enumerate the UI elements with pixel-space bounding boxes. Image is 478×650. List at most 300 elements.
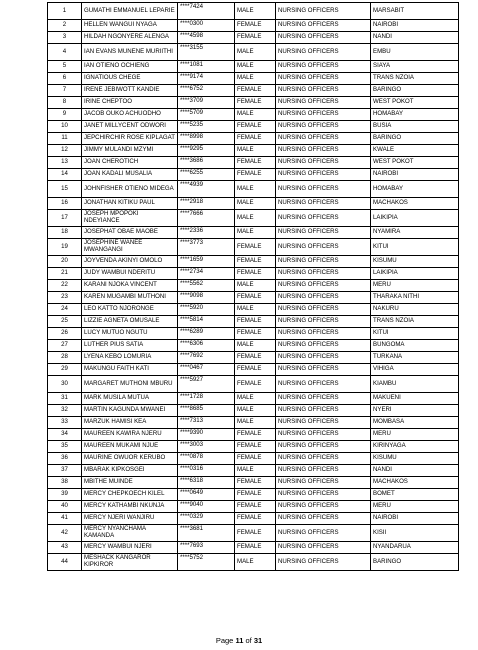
cell-county: MAKUENI bbox=[371, 393, 459, 405]
cell-name: HILDAH NGONYERE ALENGA bbox=[82, 32, 178, 44]
cell-name: JOSEPHINE WANEE MWANGANGI bbox=[82, 239, 178, 256]
cell-county: SIAYA bbox=[371, 61, 459, 73]
table-row bbox=[48, 441, 459, 453]
cell-county: NYERI bbox=[371, 405, 459, 417]
cell-county: LAIKIPIA bbox=[371, 268, 459, 280]
cell-no: 12 bbox=[48, 145, 82, 157]
cell-id: ****5709 bbox=[178, 109, 235, 121]
cell-county: KIAMBU bbox=[371, 376, 459, 393]
cell-county: HOMABAY bbox=[371, 181, 459, 198]
cell-county: TRANS NZOIA bbox=[371, 316, 459, 328]
cell-no: 30 bbox=[48, 376, 82, 393]
cell-id: ****5920 bbox=[178, 304, 235, 316]
cell-id: ****9040 bbox=[178, 501, 235, 513]
cell-id: ****1081 bbox=[178, 61, 235, 73]
table-row bbox=[48, 198, 459, 210]
cell-no: 26 bbox=[48, 328, 82, 340]
cell-name: MERCY WAMBUI NJERI bbox=[82, 542, 178, 554]
cell-cadre: NURSING OFFICERS bbox=[276, 20, 371, 32]
cell-id: ****5814 bbox=[178, 316, 235, 328]
cell-no: 17 bbox=[48, 210, 82, 227]
cell-id: ****3709 bbox=[178, 97, 235, 109]
cell-name: MARTIN KAGUNDA MWANEI bbox=[82, 405, 178, 417]
page-label: Page bbox=[215, 636, 236, 645]
cell-no: 20 bbox=[48, 256, 82, 268]
cell-cadre: NURSING OFFICERS bbox=[276, 489, 371, 501]
cell-no: 23 bbox=[48, 292, 82, 304]
cell-cadre: NURSING OFFICERS bbox=[276, 85, 371, 97]
cell-county: NAIROBI bbox=[371, 20, 459, 32]
cell-county: LAIKIPIA bbox=[371, 210, 459, 227]
cell-cadre: NURSING OFFICERS bbox=[276, 304, 371, 316]
cell-gender: FEMALE bbox=[235, 256, 276, 268]
cell-name: JONATHAN KITIKU PAUL bbox=[82, 198, 178, 210]
cell-county: MERU bbox=[371, 280, 459, 292]
table-row bbox=[48, 157, 459, 169]
cell-no: 4 bbox=[48, 44, 82, 61]
table-row bbox=[48, 554, 459, 571]
cell-name: LEO KATTO NJORONGE bbox=[82, 304, 178, 316]
table-row bbox=[48, 121, 459, 133]
table-row bbox=[48, 181, 459, 198]
table-row bbox=[48, 417, 459, 429]
cell-county: MERU bbox=[371, 501, 459, 513]
page-footer bbox=[0, 636, 478, 645]
cell-id: ****7666 bbox=[178, 210, 235, 227]
table-row bbox=[48, 256, 459, 268]
table-row bbox=[48, 32, 459, 44]
cell-id: ****0467 bbox=[178, 364, 235, 376]
cell-gender: MALE bbox=[235, 465, 276, 477]
table-row bbox=[48, 268, 459, 280]
cell-county: KISUMU bbox=[371, 256, 459, 268]
cell-no: 24 bbox=[48, 304, 82, 316]
cell-gender: FEMALE bbox=[235, 542, 276, 554]
cell-name: JACOB OUKO ACHUODHO bbox=[82, 109, 178, 121]
cell-gender: FEMALE bbox=[235, 352, 276, 364]
cell-name: IAN EVANS MUNENE MURIITHI bbox=[82, 44, 178, 61]
table-row bbox=[48, 61, 459, 73]
cell-name: GUMATHI EMMANUEL LEPARIE bbox=[82, 3, 178, 20]
cell-cadre: NURSING OFFICERS bbox=[276, 393, 371, 405]
cell-name: MERCY NYANCHAMA KAMANDA bbox=[82, 525, 178, 542]
cell-county: MACHAKOS bbox=[371, 198, 459, 210]
cell-gender: MALE bbox=[235, 3, 276, 20]
cell-cadre: NURSING OFFICERS bbox=[276, 239, 371, 256]
cell-id: ****8685 bbox=[178, 405, 235, 417]
cell-name: LUTHER PIUS SATIA bbox=[82, 340, 178, 352]
table-row bbox=[48, 364, 459, 376]
cell-id: ****3155 bbox=[178, 44, 235, 61]
cell-cadre: NURSING OFFICERS bbox=[276, 453, 371, 465]
cell-gender: FEMALE bbox=[235, 429, 276, 441]
cell-cadre: NURSING OFFICERS bbox=[276, 417, 371, 429]
table-row bbox=[48, 513, 459, 525]
cell-name: MERCY KATHAMBI NKUNJA bbox=[82, 501, 178, 513]
cell-no: 9 bbox=[48, 109, 82, 121]
cell-cadre: NURSING OFFICERS bbox=[276, 429, 371, 441]
cell-id: ****1728 bbox=[178, 393, 235, 405]
cell-county: KISUMU bbox=[371, 453, 459, 465]
cell-county: MACHAKOS bbox=[371, 477, 459, 489]
cell-gender: MALE bbox=[235, 181, 276, 198]
cell-id: ****6306 bbox=[178, 340, 235, 352]
cell-gender: MALE bbox=[235, 44, 276, 61]
cell-county: KISII bbox=[371, 525, 459, 542]
cell-no: 34 bbox=[48, 429, 82, 441]
cell-id: ****5562 bbox=[178, 280, 235, 292]
table-row bbox=[48, 429, 459, 441]
table-row bbox=[48, 227, 459, 239]
cell-county: KITUI bbox=[371, 239, 459, 256]
cell-cadre: NURSING OFFICERS bbox=[276, 441, 371, 453]
cell-id: ****4598 bbox=[178, 32, 235, 44]
cell-cadre: NURSING OFFICERS bbox=[276, 292, 371, 304]
cell-cadre: NURSING OFFICERS bbox=[276, 3, 371, 20]
cell-county: BUSIA bbox=[371, 121, 459, 133]
cell-gender: MALE bbox=[235, 61, 276, 73]
cell-name: JOAN KADALI MUSALIA bbox=[82, 169, 178, 181]
cell-no: 16 bbox=[48, 198, 82, 210]
cell-gender: MALE bbox=[235, 145, 276, 157]
cell-county: NAIROBI bbox=[371, 169, 459, 181]
cell-county: NAIROBI bbox=[371, 513, 459, 525]
table-row bbox=[48, 20, 459, 32]
cell-county: VIHIGA bbox=[371, 364, 459, 376]
cell-no: 43 bbox=[48, 542, 82, 554]
cell-no: 2 bbox=[48, 20, 82, 32]
cell-name: MESHACK KANGAROR KIPKIROR bbox=[82, 554, 178, 571]
cell-gender: FEMALE bbox=[235, 85, 276, 97]
cell-id: ****3686 bbox=[178, 157, 235, 169]
cell-cadre: NURSING OFFICERS bbox=[276, 73, 371, 85]
cell-gender: MALE bbox=[235, 73, 276, 85]
cell-no: 19 bbox=[48, 239, 82, 256]
cell-county: BUNGOMA bbox=[371, 340, 459, 352]
cell-id: ****9390 bbox=[178, 429, 235, 441]
cell-cadre: NURSING OFFICERS bbox=[276, 554, 371, 571]
cell-no: 14 bbox=[48, 169, 82, 181]
cell-name: IAN OTIENO OCHIENG bbox=[82, 61, 178, 73]
cell-gender: MALE bbox=[235, 417, 276, 429]
cell-county: MARSABIT bbox=[371, 3, 459, 20]
cell-no: 40 bbox=[48, 501, 82, 513]
cell-name: MARGARET MUTHONI MBURU bbox=[82, 376, 178, 393]
table-row bbox=[48, 340, 459, 352]
cell-gender: MALE bbox=[235, 393, 276, 405]
cell-id: ****6255 bbox=[178, 169, 235, 181]
cell-name: JOAN CHEROTICH bbox=[82, 157, 178, 169]
table-row bbox=[48, 280, 459, 292]
cell-gender: MALE bbox=[235, 109, 276, 121]
table-row bbox=[48, 73, 459, 85]
page-total: 31 bbox=[253, 636, 263, 645]
cell-cadre: NURSING OFFICERS bbox=[276, 501, 371, 513]
cell-id: ****5235 bbox=[178, 121, 235, 133]
table-row bbox=[48, 316, 459, 328]
table-row bbox=[48, 85, 459, 97]
cell-gender: FEMALE bbox=[235, 364, 276, 376]
cell-cadre: NURSING OFFICERS bbox=[276, 121, 371, 133]
cell-no: 22 bbox=[48, 280, 82, 292]
cell-cadre: NURSING OFFICERS bbox=[276, 109, 371, 121]
cell-no: 33 bbox=[48, 417, 82, 429]
cell-gender: MALE bbox=[235, 554, 276, 571]
cell-id: ****0649 bbox=[178, 489, 235, 501]
table-row bbox=[48, 292, 459, 304]
cell-id: ****5752 bbox=[178, 554, 235, 571]
cell-cadre: NURSING OFFICERS bbox=[276, 465, 371, 477]
cell-gender: FEMALE bbox=[235, 477, 276, 489]
cell-id: ****0329 bbox=[178, 513, 235, 525]
cell-gender: MALE bbox=[235, 198, 276, 210]
cell-cadre: NURSING OFFICERS bbox=[276, 133, 371, 145]
page-current: 11 bbox=[235, 636, 244, 645]
cell-no: 8 bbox=[48, 97, 82, 109]
cell-cadre: NURSING OFFICERS bbox=[276, 405, 371, 417]
cell-county: NYAMIRA bbox=[371, 227, 459, 239]
cell-gender: FEMALE bbox=[235, 501, 276, 513]
cell-cadre: NURSING OFFICERS bbox=[276, 513, 371, 525]
cell-name: JOSEPHAT OBAE MAOBE bbox=[82, 227, 178, 239]
cell-no: 41 bbox=[48, 513, 82, 525]
cell-cadre: NURSING OFFICERS bbox=[276, 542, 371, 554]
cell-no: 7 bbox=[48, 85, 82, 97]
table-row bbox=[48, 328, 459, 340]
cell-no: 31 bbox=[48, 393, 82, 405]
cell-no: 1 bbox=[48, 3, 82, 20]
cell-county: THARAKA NITHI bbox=[371, 292, 459, 304]
cell-gender: FEMALE bbox=[235, 525, 276, 542]
cell-name: MERCY NJERI WANJIRU bbox=[82, 513, 178, 525]
cell-id: ****0316 bbox=[178, 465, 235, 477]
table-row bbox=[48, 376, 459, 393]
cell-no: 29 bbox=[48, 364, 82, 376]
cell-gender: MALE bbox=[235, 304, 276, 316]
cell-name: MBITHE MUINDE bbox=[82, 477, 178, 489]
cell-id: ****7692 bbox=[178, 352, 235, 364]
cell-no: 27 bbox=[48, 340, 82, 352]
cell-id: ****9174 bbox=[178, 73, 235, 85]
cell-cadre: NURSING OFFICERS bbox=[276, 169, 371, 181]
table-row bbox=[48, 542, 459, 554]
cell-gender: FEMALE bbox=[235, 268, 276, 280]
cell-gender: FEMALE bbox=[235, 376, 276, 393]
cell-name: LIZZIE AGNETA OMUSALE bbox=[82, 316, 178, 328]
page-of: of bbox=[243, 636, 254, 645]
cell-cadre: NURSING OFFICERS bbox=[276, 145, 371, 157]
cell-name: JOYVENDA AKINYI OMOLO bbox=[82, 256, 178, 268]
cell-gender: FEMALE bbox=[235, 121, 276, 133]
cell-id: ****3773 bbox=[178, 239, 235, 256]
cell-no: 39 bbox=[48, 489, 82, 501]
cell-no: 44 bbox=[48, 554, 82, 571]
cell-cadre: NURSING OFFICERS bbox=[276, 268, 371, 280]
cell-no: 42 bbox=[48, 525, 82, 542]
cell-name: JIMMY MULANDI MZYMI bbox=[82, 145, 178, 157]
cell-name: MARK MUSILA MUTUA bbox=[82, 393, 178, 405]
cell-cadre: NURSING OFFICERS bbox=[276, 97, 371, 109]
cell-name: JUDY WAMBUI NDERITU bbox=[82, 268, 178, 280]
cell-county: NAKURU bbox=[371, 304, 459, 316]
table-row bbox=[48, 133, 459, 145]
cell-gender: MALE bbox=[235, 340, 276, 352]
table-row bbox=[48, 210, 459, 227]
table-row bbox=[48, 393, 459, 405]
cell-id: ****1659 bbox=[178, 256, 235, 268]
cell-gender: FEMALE bbox=[235, 316, 276, 328]
cell-cadre: NURSING OFFICERS bbox=[276, 227, 371, 239]
cell-cadre: NURSING OFFICERS bbox=[276, 477, 371, 489]
cell-gender: FEMALE bbox=[235, 97, 276, 109]
cell-name: MBARAK KIPKOSGEI bbox=[82, 465, 178, 477]
cell-cadre: NURSING OFFICERS bbox=[276, 32, 371, 44]
cell-name: KAREN MUGAMBI MUTHONI bbox=[82, 292, 178, 304]
cell-county: NANDI bbox=[371, 32, 459, 44]
cell-no: 15 bbox=[48, 181, 82, 198]
cell-name: MAUREEN KAWIRA NJERU bbox=[82, 429, 178, 441]
cell-county: KIRINYAGA bbox=[371, 441, 459, 453]
cell-no: 35 bbox=[48, 441, 82, 453]
table-row bbox=[48, 405, 459, 417]
cell-gender: FEMALE bbox=[235, 20, 276, 32]
cell-name: IRENE JEBIWOTT KANDIE bbox=[82, 85, 178, 97]
applicants-table bbox=[47, 2, 459, 571]
cell-gender: FEMALE bbox=[235, 513, 276, 525]
cell-cadre: NURSING OFFICERS bbox=[276, 328, 371, 340]
cell-gender: FEMALE bbox=[235, 292, 276, 304]
table-row bbox=[48, 501, 459, 513]
cell-gender: FEMALE bbox=[235, 489, 276, 501]
cell-county: MERU bbox=[371, 429, 459, 441]
cell-cadre: NURSING OFFICERS bbox=[276, 256, 371, 268]
cell-county: KITUI bbox=[371, 328, 459, 340]
cell-no: 3 bbox=[48, 32, 82, 44]
table-row bbox=[48, 97, 459, 109]
cell-county: BARINGO bbox=[371, 554, 459, 571]
cell-gender: FEMALE bbox=[235, 157, 276, 169]
cell-county: NYANDARUA bbox=[371, 542, 459, 554]
cell-cadre: NURSING OFFICERS bbox=[276, 280, 371, 292]
table-row bbox=[48, 239, 459, 256]
cell-id: ****5927 bbox=[178, 376, 235, 393]
table-row bbox=[48, 109, 459, 121]
cell-gender: FEMALE bbox=[235, 239, 276, 256]
cell-name: LUCY MUTUO NGUTU bbox=[82, 328, 178, 340]
cell-county: TURKANA bbox=[371, 352, 459, 364]
cell-gender: MALE bbox=[235, 227, 276, 239]
cell-name: MAUREEN MUKAMI NJUE bbox=[82, 441, 178, 453]
cell-name: IRINE CHEPTOO bbox=[82, 97, 178, 109]
cell-no: 11 bbox=[48, 133, 82, 145]
cell-no: 10 bbox=[48, 121, 82, 133]
cell-county: WEST POKOT bbox=[371, 97, 459, 109]
cell-no: 5 bbox=[48, 61, 82, 73]
table-row bbox=[48, 525, 459, 542]
cell-id: ****2734 bbox=[178, 268, 235, 280]
cell-name: MARZUK HAMISI KEA bbox=[82, 417, 178, 429]
cell-cadre: NURSING OFFICERS bbox=[276, 157, 371, 169]
cell-cadre: NURSING OFFICERS bbox=[276, 340, 371, 352]
cell-no: 37 bbox=[48, 465, 82, 477]
cell-no: 6 bbox=[48, 73, 82, 85]
cell-id: ****9098 bbox=[178, 292, 235, 304]
cell-id: ****2918 bbox=[178, 198, 235, 210]
table-row bbox=[48, 169, 459, 181]
cell-name: JOSEPH MPOPOKI NDEYIANCE bbox=[82, 210, 178, 227]
table-row bbox=[48, 44, 459, 61]
cell-cadre: NURSING OFFICERS bbox=[276, 44, 371, 61]
cell-gender: FEMALE bbox=[235, 453, 276, 465]
cell-name: HELLEN WANGUI NYAGA bbox=[82, 20, 178, 32]
cell-county: WEST POKOT bbox=[371, 157, 459, 169]
cell-county: KWALE bbox=[371, 145, 459, 157]
cell-cadre: NURSING OFFICERS bbox=[276, 376, 371, 393]
cell-id: ****7693 bbox=[178, 542, 235, 554]
cell-id: ****4939 bbox=[178, 181, 235, 198]
cell-gender: MALE bbox=[235, 405, 276, 417]
cell-id: ****6318 bbox=[178, 477, 235, 489]
table-row bbox=[48, 3, 459, 20]
cell-id: ****2336 bbox=[178, 227, 235, 239]
cell-no: 38 bbox=[48, 477, 82, 489]
cell-cadre: NURSING OFFICERS bbox=[276, 352, 371, 364]
cell-no: 21 bbox=[48, 268, 82, 280]
cell-id: ****0878 bbox=[178, 453, 235, 465]
cell-id: ****6752 bbox=[178, 85, 235, 97]
cell-no: 32 bbox=[48, 405, 82, 417]
cell-cadre: NURSING OFFICERS bbox=[276, 364, 371, 376]
cell-name: KARANI NJOKA VINCENT bbox=[82, 280, 178, 292]
cell-id: ****9295 bbox=[178, 145, 235, 157]
table-row bbox=[48, 304, 459, 316]
cell-gender: FEMALE bbox=[235, 328, 276, 340]
cell-no: 36 bbox=[48, 453, 82, 465]
table-row bbox=[48, 453, 459, 465]
cell-gender: FEMALE bbox=[235, 133, 276, 145]
table-row bbox=[48, 489, 459, 501]
cell-no: 18 bbox=[48, 227, 82, 239]
cell-name: IGNATIOUS CHEGE bbox=[82, 73, 178, 85]
cell-cadre: NURSING OFFICERS bbox=[276, 181, 371, 198]
cell-county: BARINGO bbox=[371, 85, 459, 97]
cell-no: 28 bbox=[48, 352, 82, 364]
cell-gender: FEMALE bbox=[235, 32, 276, 44]
cell-id: ****3681 bbox=[178, 525, 235, 542]
cell-gender: FEMALE bbox=[235, 169, 276, 181]
table-row bbox=[48, 145, 459, 157]
cell-id: ****8998 bbox=[178, 133, 235, 145]
table-row bbox=[48, 352, 459, 364]
cell-no: 25 bbox=[48, 316, 82, 328]
cell-county: MOMBASA bbox=[371, 417, 459, 429]
cell-county: TRANS NZOIA bbox=[371, 73, 459, 85]
cell-county: EMBU bbox=[371, 44, 459, 61]
cell-no: 13 bbox=[48, 157, 82, 169]
cell-id: ****3003 bbox=[178, 441, 235, 453]
cell-cadre: NURSING OFFICERS bbox=[276, 61, 371, 73]
cell-name: MAKUNGU FAITH KATI bbox=[82, 364, 178, 376]
cell-county: BARINGO bbox=[371, 133, 459, 145]
cell-gender: FEMALE bbox=[235, 441, 276, 453]
cell-gender: MALE bbox=[235, 280, 276, 292]
cell-cadre: NURSING OFFICERS bbox=[276, 525, 371, 542]
cell-county: HOMABAY bbox=[371, 109, 459, 121]
cell-cadre: NURSING OFFICERS bbox=[276, 316, 371, 328]
cell-id: ****0300 bbox=[178, 20, 235, 32]
table-row bbox=[48, 477, 459, 489]
cell-id: ****7424 bbox=[178, 3, 235, 20]
